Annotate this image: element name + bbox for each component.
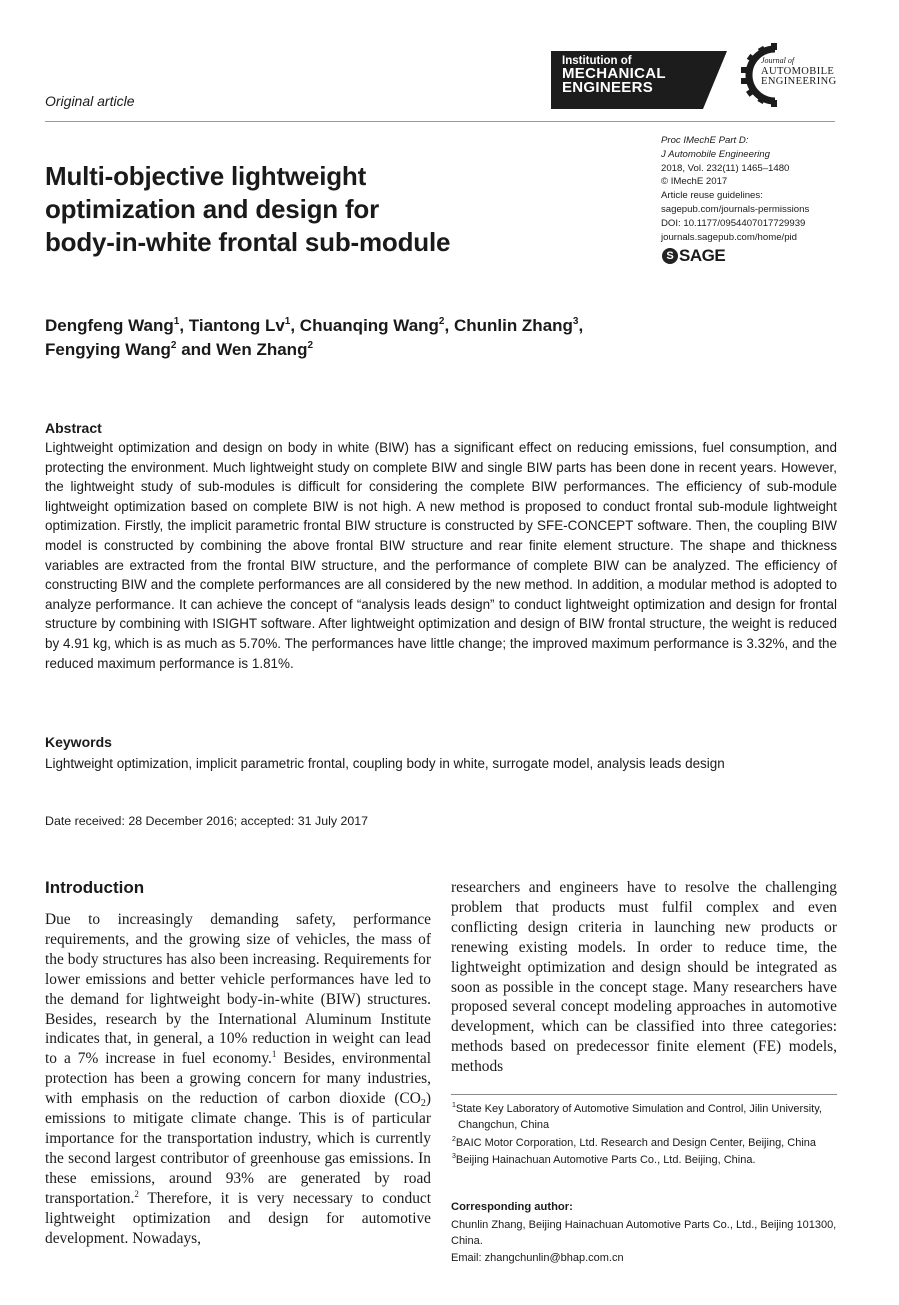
citation-meta	[661, 134, 809, 244]
author-name: Chuanqing Wang	[299, 316, 439, 335]
journal-logo-text	[761, 56, 837, 88]
footnote-item	[451, 1135, 837, 1151]
footnote-text: BAIC Motor Corporation, Ltd. Research and Design Center, Beijing, China	[455, 1136, 817, 1149]
author-separator: ,	[444, 316, 454, 335]
author-affiliation: 2	[438, 316, 445, 327]
title-line-1: Multi-objective lightweight	[45, 161, 367, 191]
meta-reuse-link[interactable]: sagepub.com/journals-permissions	[661, 203, 810, 215]
reference-marker[interactable]: 2	[134, 1188, 139, 1199]
footnote-item	[451, 1152, 837, 1168]
introduction-column-left	[45, 910, 431, 1248]
subscript: 2	[420, 1098, 426, 1110]
author-affiliation: 2	[170, 340, 177, 351]
meta-proc: Proc IMechE Part D:	[661, 135, 749, 146]
corresponding-author-email[interactable]: Email: zhangchunlin@bhap.com.cn	[451, 1251, 624, 1264]
abstract-text: Lightweight optimization and design on body in white (BIW) has a significant effect on reducing emissions, fuel consumption, and protecting the environment. Much lightweight study on complete BIW and single BIW parts has been done in recent years. However, the lightweight study of sub-modules is difficult for considering the complete BIW performances. The efficiency of sub-module lightweight optimization based on complete BIW is not high. A new method is proposed to conduct frontal sub-module lightweight optimization. Firstly, the implicit parametric frontal BIW structure is constructed by SFE-CONCEPT software. Then, the coupling BIW model is constructed by combining the above frontal BIW structure and rear finite element structure. The shape and thickness variables are extracted from the frontal BIW structure, and the performance of complete BIW can be analyzed. The efficiency of constructing BIW and the complete performances are all considered by the new method. In addition, a modular method is adopted to analyze performance. It can achieve the concept of “analysis leads design” to conduct lightweight optimization and design for frontal structure by combining with ISIGHT software. After lightweight optimization and design of BIW frontal structure, the weight is reduced by 4.91 kg, which is as much as 5.70%. The performances have little change; the improved maximum performance is 3.32%, and the reduced maximum performance is 1.81%.	[45, 440, 837, 671]
introduction-column-right: researchers and engineers have to resolve the challenging problem that products must fulfil complex and even conflicting design criteria in launching new products or renewing existing models. In order to reduce time, the lightweight optimization and design should be integrated as soon as possible in the concept stage. Many researchers have proposed several concept modeling approaches in automotive development, which can be classified into three categories: methods based on predecessor finite element (FE) models, methods	[451, 879, 837, 1076]
meta-copyright: © IMechE 2017	[661, 176, 728, 188]
journal-logo-line2: AUTOMOBILE	[761, 65, 835, 77]
introduction-heading: Introduction	[45, 878, 145, 897]
imeche-logo-line1: Institution of	[562, 55, 632, 67]
footnote-item	[451, 1101, 837, 1134]
journal-logo-line1: Journal of	[761, 56, 795, 65]
journal-logo-line3: ENGINEERING	[761, 76, 837, 87]
author-separator: ,	[578, 316, 584, 335]
author-list	[45, 314, 765, 362]
author-separator: and	[176, 340, 217, 359]
affiliation-footnotes	[451, 1101, 837, 1170]
author-name: Tiantong Lv	[188, 316, 285, 335]
sage-logo	[662, 246, 725, 266]
reference-marker[interactable]: 1	[271, 1049, 277, 1060]
meta-journal: J Automobile Engineering	[661, 148, 770, 160]
intro-text-part: Therefore, it is very necessary to conduct lightweight optimization and design for automotive development. Nowadays,	[45, 1189, 431, 1247]
corresponding-author-heading: Corresponding author:	[451, 1201, 573, 1213]
submission-dates: Date received: 28 December 2016; accepted: 31 July 2017	[45, 814, 369, 828]
author-affiliation: 1	[284, 316, 291, 327]
footnote-divider	[451, 1094, 837, 1095]
keywords-heading: Keywords	[45, 734, 112, 750]
author-separator: ,	[179, 316, 189, 335]
author-affiliation: 3	[572, 316, 579, 327]
imeche-logo-line2: MECHANICAL	[562, 65, 666, 82]
footnote-text: State Key Laboratory of Automotive Simulation and Control, Jilin University, Changchun, China	[455, 1103, 822, 1132]
meta-volume: 2018, Vol. 232(11) 1465–1480	[661, 162, 790, 174]
intro-text-part: ) emissions to mitigate climate change. This is of particular importance for the transportation industry, which is currently the second largest contributor of greenhouse gas emissions. In these emissions, around 93% are generated by road transportation.	[45, 1090, 431, 1207]
keywords-text: Lightweight optimization, implicit parametric frontal, coupling body in white, surrogate model, analysis leads design	[45, 756, 725, 771]
intro-text-part: Besides, environmental protection has been a growing concern for many industries, with emphasis on the reduction of carbon dioxide (CO	[45, 1050, 431, 1108]
imeche-logo-line3: ENGINEERS	[562, 79, 654, 96]
meta-home-link[interactable]: journals.sagepub.com/home/pid	[661, 231, 797, 243]
author-name: Wen Zhang	[216, 340, 308, 359]
meta-doi[interactable]: DOI: 10.1177/0954407017729939	[661, 217, 806, 229]
author-affiliation: 1	[173, 316, 180, 327]
meta-reuse: Article reuse guidelines:	[661, 190, 763, 202]
sage-wordmark: SAGE	[679, 246, 726, 265]
footnote-number: 2	[452, 1135, 456, 1143]
author-separator: ,	[290, 316, 300, 335]
footnote-text: Beijing Hainachuan Automotive Parts Co., Ltd. Beijing, China.	[455, 1154, 756, 1167]
title-line-3: body-in-white frontal sub-module	[45, 227, 451, 257]
corresponding-author-address: Chunlin Zhang, Beijing Hainachuan Automotive Parts Co., Ltd., Beijing 101300, China.	[451, 1219, 837, 1248]
footnote-number: 1	[452, 1102, 456, 1109]
author-name: Chunlin Zhang	[453, 316, 573, 335]
article-type-label: Original article	[45, 93, 135, 109]
corresponding-author-details	[451, 1217, 837, 1266]
footnote-number: 3	[452, 1153, 456, 1161]
author-name: Dengfeng Wang	[45, 316, 174, 335]
author-affiliation: 2	[307, 340, 314, 351]
author-name: Fengying Wang	[45, 340, 171, 359]
header-divider	[45, 121, 835, 122]
title-line-2: optimization and design for	[45, 194, 380, 224]
abstract-heading: Abstract	[45, 420, 102, 436]
sage-icon: S	[662, 248, 678, 264]
imeche-logo-text	[562, 55, 666, 95]
intro-text-part: Due to increasingly demanding safety, performance requirements, and the growing size of vehicles, the mass of the body structures has also been increasing. Requirements for lower emissions and better vehicle performances have led to the demand for lightweight body-in-white (BIW) structures. Besides, research by the International Aluminum Institute indicates that, in general, a 10% reduction in weight can lead to a 7% increase in fuel economy.	[45, 911, 431, 1068]
article-title	[45, 160, 585, 259]
